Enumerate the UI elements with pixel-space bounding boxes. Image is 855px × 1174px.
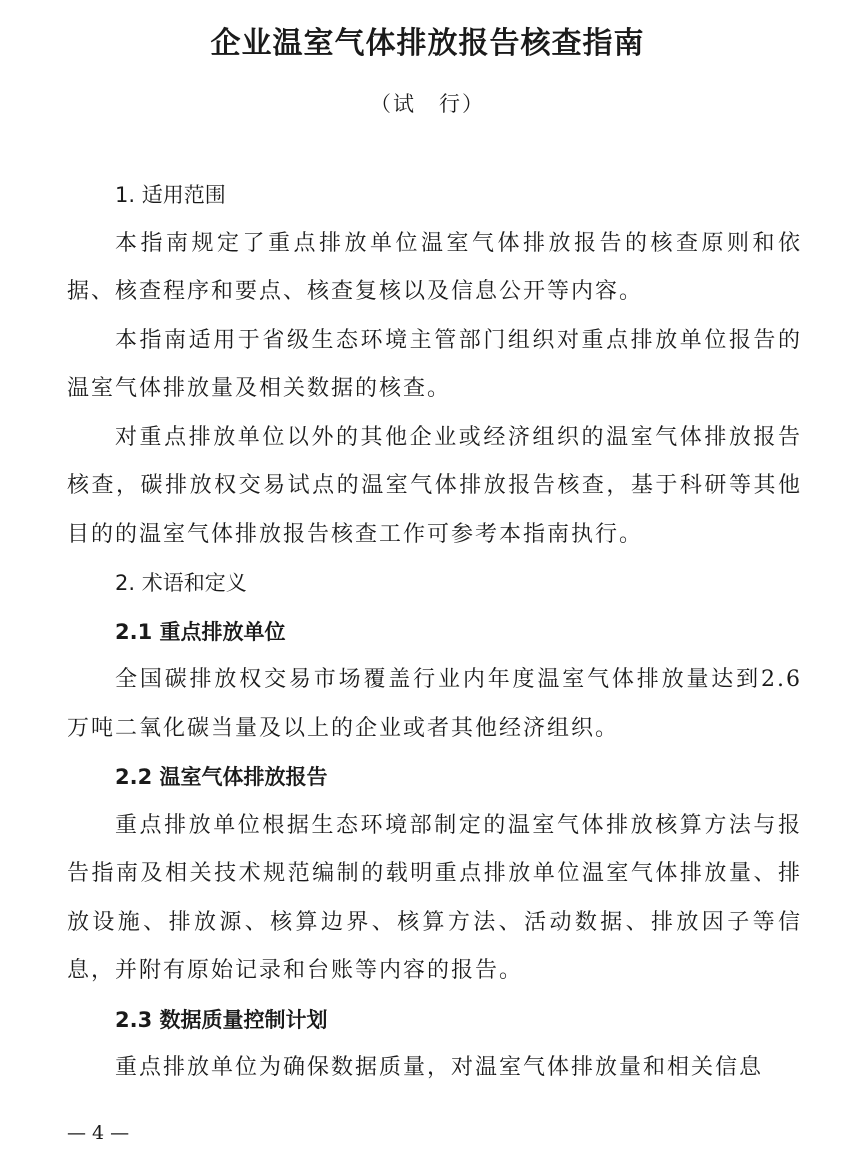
section-heading-scope: 1. 适用范围: [115, 183, 226, 207]
paragraph-scope-1: 本指南规定了重点排放单位温室气体排放报告的核查原则和依据、核查程序和要点、核查复核以及信息公开等内容。: [67, 230, 802, 304]
document-subtitle: （试 行）: [370, 92, 485, 116]
paragraph-scope-2: 本指南适用于省级生态环境主管部门组织对重点排放单位报告的温室气体排放量及相关数据的核查。: [67, 327, 802, 401]
paragraph-2-2: 重点排放单位根据生态环境部制定的温室气体排放核算方法与报告指南及相关技术规范编制的载明重点排放单位温室气体排放量、排放设施、排放源、核算边界、核算方法、活动数据、排放因子等信息，并附有原始记录和台账等内容的报告。: [67, 812, 802, 983]
subsection-heading-2-2: 2.2 温室气体排放报告: [115, 765, 328, 789]
paragraph-2-3: 重点排放单位为确保数据质量，对温室气体排放量和相关信息: [115, 1055, 764, 1080]
paragraph-2-1: 全国碳排放权交易市场覆盖行业内年度温室气体排放量达到2.6 万吨二氧化碳当量及以上的企业或者其他经济组织。: [67, 667, 802, 741]
paragraph-scope-3: 对重点排放单位以外的其他企业或经济组织的温室气体排放报告核查，碳排放权交易试点的温室气体排放报告核查，基于科研等其他目的的温室气体排放报告核查工作可参考本指南执行。: [67, 424, 802, 547]
document-body: [67, 171, 802, 1093]
document-title: 企业温室气体排放报告核查指南: [210, 26, 645, 61]
section-heading-terms: 2. 术语和定义: [115, 571, 247, 595]
subsection-heading-2-3: 2.3 数据质量控制计划: [115, 1007, 328, 1032]
page-number: — 4 —: [67, 1122, 130, 1144]
subsection-heading-2-1: 2.1 重点排放单位: [115, 619, 286, 644]
